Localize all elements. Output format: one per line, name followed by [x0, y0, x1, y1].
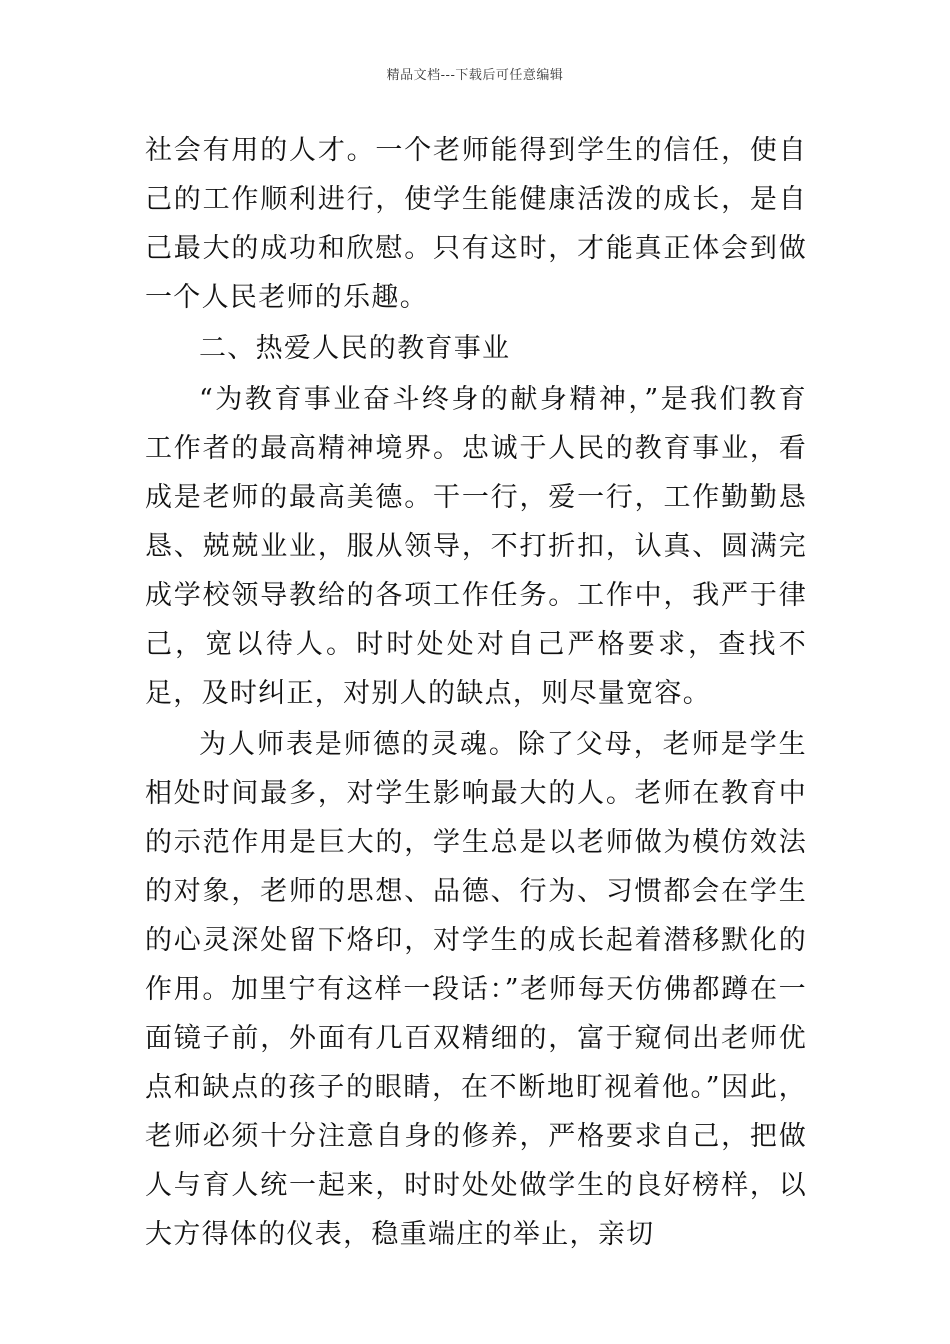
paragraph-2: “为教育事业奋斗终身的献身精神，”是我们教育工作者的最高精神境界。忠诚于人民的教育事业，看成是老师的最高美德。干一行，爱一行，工作勤勤恳恳、兢兢业业，服从领导，不打折扣，认真、圆满完成学校领导教给的各项工作任务。工作中，我严于律己，宽以待人。时时处处对自己严格要求，查找不足，及时纠正，对别人的缺点，则尽量宽容。: [145, 384, 807, 709]
paragraph-3: 为人师表是师德的灵魂。除了父母，老师是学生相处时间最多，对学生影响最大的人。老师在教育中的示范作用是巨大的，学生总是以老师做为模仿效法的对象，老师的思想、品德、行为、习惯都会在学生的心灵深处留下烙印，对学生的成长起着潜移默化的作用。加里宁有这样一段话：”老师每天仿佛都蹲在一面镜子前，外面有几百双精细的，富于窥伺出老师优点和缺点的孩子的眼睛，在不断地盯视着他。”因此，老师必须十分注意自身的修养，严格要求自己，把做人与育人统一起来，时时处处做学生的良好榜样，以大方得体的仪表，稳重端庄的举止，亲切: [145, 729, 807, 1250]
document-body: [145, 126, 807, 1259]
paragraph-1: 社会有用的人才。一个老师能得到学生的信任，使自己的工作顺利进行，使学生能健康活泼的成长，是自己最大的成功和欣慰。只有这时，才能真正体会到做一个人民老师的乐趣。: [145, 135, 807, 313]
section-heading: 二、热爱人民的教育事业: [199, 333, 511, 364]
page-header: 精品文档---下载后可任意编辑: [386, 68, 564, 83]
